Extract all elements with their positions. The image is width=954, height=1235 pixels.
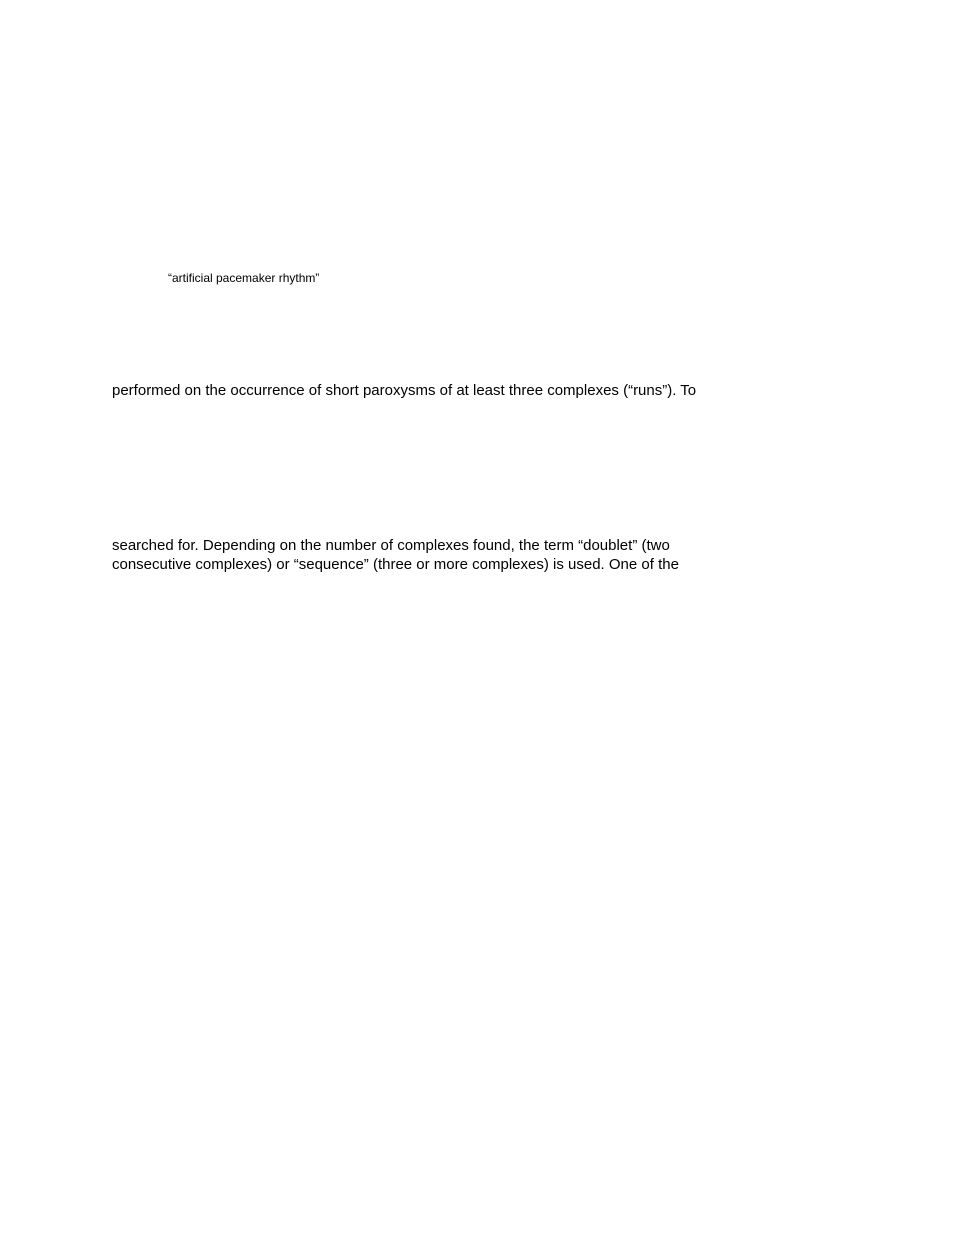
- paragraph-line-searched: searched for. Depending on the number of complexes found, the term “doublet” (two: [112, 537, 670, 554]
- paragraph-line-runs: performed on the occurrence of short paroxysms of at least three complexes (“runs”). To: [112, 382, 697, 399]
- paragraph-line-consecutive: consecutive complexes) or “sequence” (three or more complexes) is used. One of the: [112, 556, 679, 573]
- quoted-term-text: “artificial pacemaker rhythm”: [168, 271, 320, 285]
